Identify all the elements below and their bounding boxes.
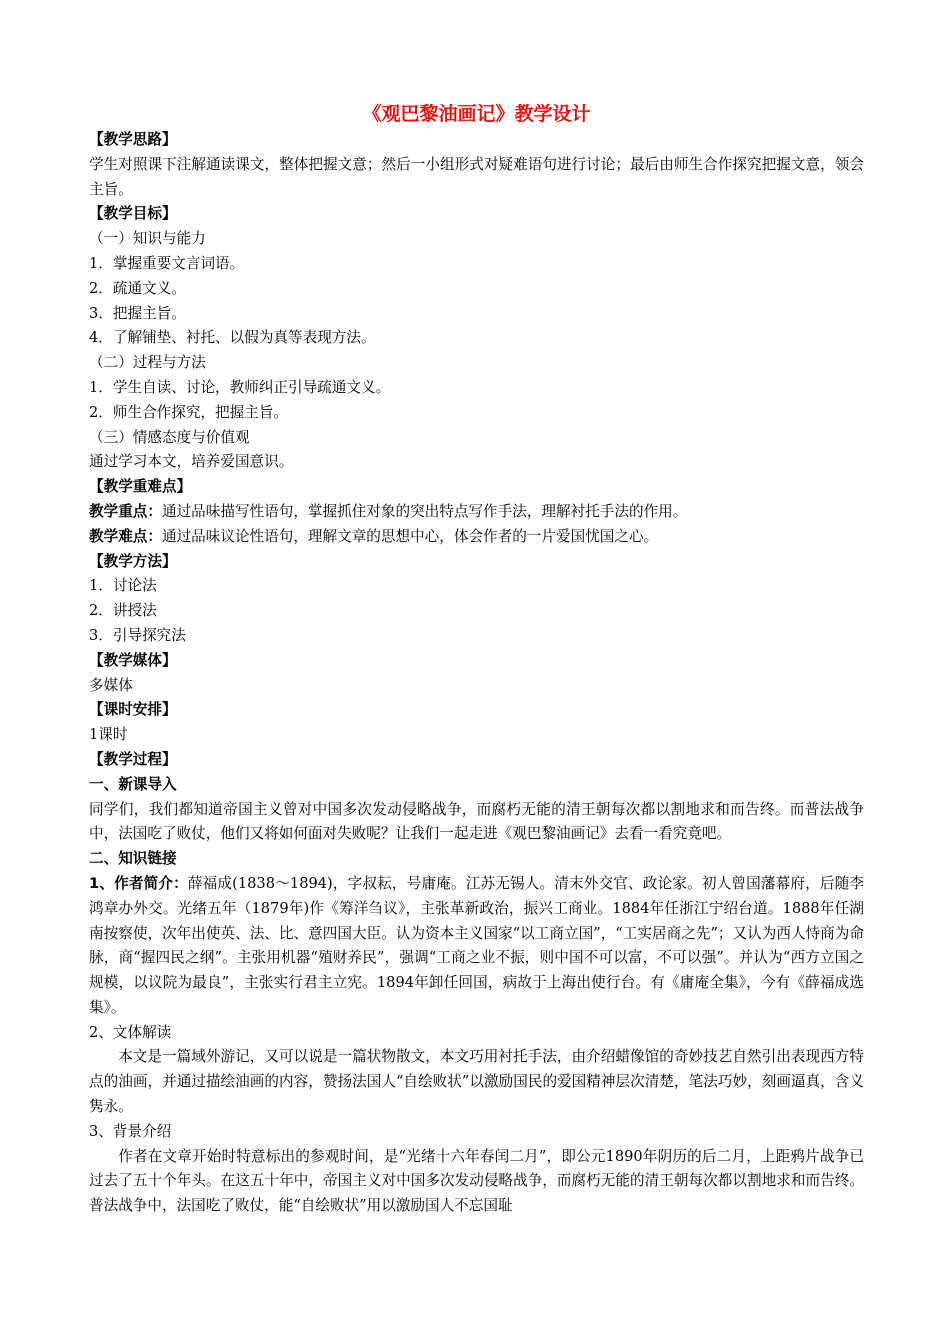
difficulty-text: 通过品味议论性语句，理解文章的思想中心，体会作者的一片爱国忧国之心。 — [161, 527, 659, 545]
intro-text: 同学们，我们都知道帝国主义曾对中国多次发动侵略战争，而腐朽无能的清王朝每次都以割地求和而告终。而普法战争中，法国吃了败仗，他们又将如何面对失败呢？让我们一起走进《观巴黎油画记》去看一看究竟吧。 — [89, 800, 864, 843]
reading-text: 本文是一篇域外游记，又可以说是一篇状物散文，本文巧用衬托手法，由介绍蜡像馆的奇妙技艺自然引出表现西方特点的油画，并通过描绘油画的内容，赞扬法国人“自绘败状”以激励国民的爱国精神层次清楚，笔法巧妙，刻画逼真，含义隽永。 — [89, 1048, 864, 1116]
link-heading: 二、知识链接 — [89, 850, 177, 868]
method-item: 3．引导探究法 — [89, 626, 186, 644]
key-point-text: 通过品味描写性语句，掌握抓住对象的突出特点写作手法，理解衬托手法的作用。 — [161, 502, 688, 520]
process-heading: 【教学过程】 — [89, 750, 177, 768]
background-heading: 3、背景介绍 — [89, 1122, 172, 1140]
goals-heading: 【教学目标】 — [89, 205, 177, 223]
intro-heading: 一、新课导入 — [89, 775, 177, 793]
goals-attitude-text: 通过学习本文，培养爱国意识。 — [89, 453, 294, 471]
key-point-label: 教学重点： — [89, 502, 162, 520]
goals-sub-knowledge: （一）知识与能力 — [89, 230, 206, 248]
keypoints-heading: 【教学重难点】 — [89, 478, 192, 496]
document-title: 《观巴黎油画记》教学设计 — [362, 103, 591, 125]
schedule-heading: 【课时安排】 — [89, 701, 177, 719]
difficulty-label: 教学难点： — [89, 527, 162, 545]
key-point-line — [89, 500, 864, 525]
media-text: 多媒体 — [89, 676, 133, 694]
method-item: 1．讨论法 — [89, 577, 157, 595]
approach-heading: 【教学思路】 — [89, 131, 177, 148]
goal-item: 2．师生合作探究，把握主旨。 — [89, 403, 289, 421]
media-heading: 【教学媒体】 — [89, 651, 177, 669]
goal-item: 2．疏通文义。 — [89, 279, 186, 297]
goal-item: 1．掌握重要文言词语。 — [89, 254, 245, 272]
author-label: 1、作者简介： — [89, 874, 188, 892]
methods-heading: 【教学方法】 — [89, 552, 177, 570]
goal-item: 4．了解铺垫、衬托、以假为真等表现方法。 — [89, 329, 376, 347]
goals-sub-attitude: （三）情感态度与价值观 — [89, 428, 250, 446]
background-text: 作者在文章开始时特意标出的参观时间，是“光绪十六年春闰二月”，即公元1890年阴历的后二月，上距鸦片战争已过去了五十个年头。在这五十年中，帝国主义对中国多次发动侵略战争，而腐朽无能的清王朝每次都以割地求和而告终。普法战争中，法国吃了败仗，能“自绘败状”用以激励国人不忘国耻 — [89, 1147, 864, 1215]
author-text: 薛福成(1838～1894)，字叔耘，号庸庵。江苏无锡人。清末外交官、政论家。初人曾国藩幕府，后随李鸿章办外交。光绪五年（1879年)作《筹洋刍议》，主张革新政治，振兴工商业。1884年任浙江宁绍台道。1888年任湖南按察使，次年出使英、法、比、意四国大臣。认为资本主义国家“以工商立国”，“工实居商之先”；又认为西人恃商为命脉，商“握四民之纲”。主张用机器“殖财养民”，强调“工商之业不振，则中国不可以富，不可以强”。并认为“西方立国之规模，以议院为最良”，主张实行君主立宪。1894年卸任回国，病故于上海出使行台。有《庸庵全集》，今有《薛福成选集》。 — [89, 874, 865, 1016]
goal-item: 1．学生自读、讨论，教师纠正引导疏通文义。 — [89, 378, 391, 396]
author-paragraph — [89, 872, 864, 1021]
goals-sub-process: （二）过程与方法 — [89, 354, 206, 372]
schedule-text: 1课时 — [89, 726, 128, 744]
method-item: 2．讲授法 — [89, 602, 157, 620]
difficulty-line — [89, 525, 864, 550]
reading-heading: 2、文体解读 — [89, 1023, 172, 1041]
approach-text: 学生对照课下注解通读课文，整体把握文意；然后一小组形式对疑难语句进行讨论；最后由师生合作探究把握文意，领会主旨。 — [89, 155, 864, 198]
goal-item: 3．把握主旨。 — [89, 304, 186, 322]
